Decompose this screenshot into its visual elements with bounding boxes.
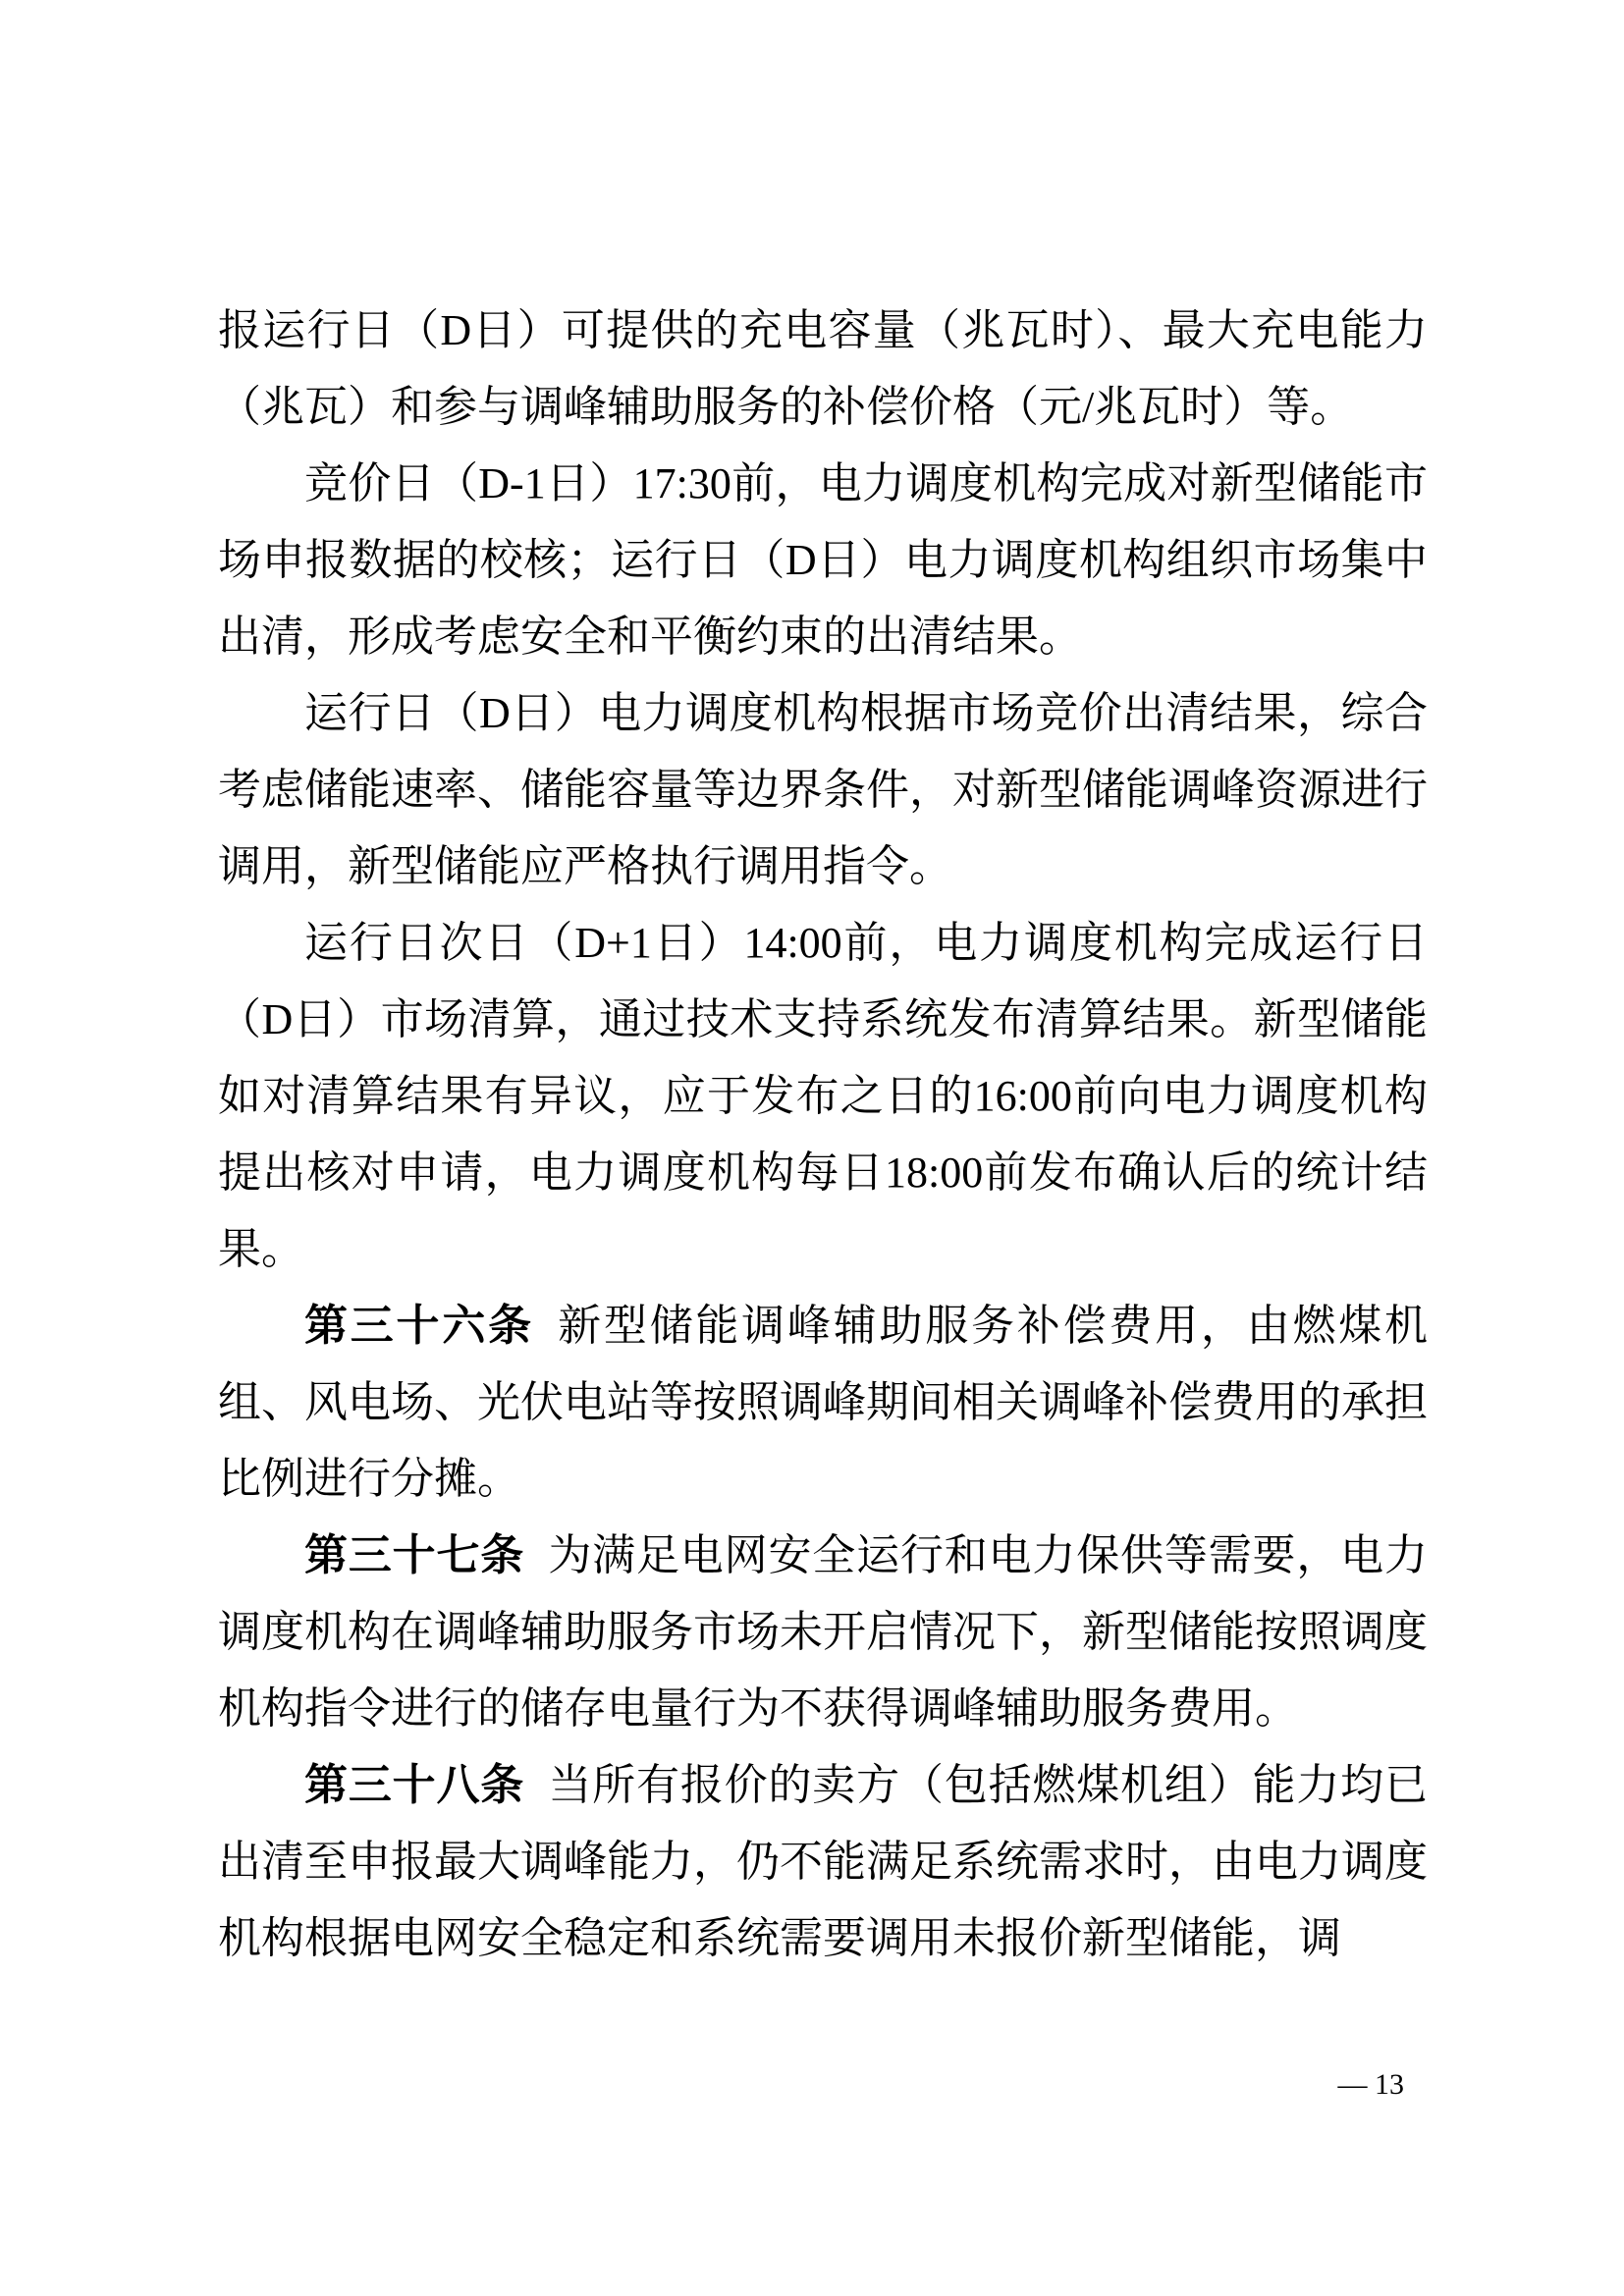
article-38-heading: 第三十八条 xyxy=(304,1761,525,1809)
document-body xyxy=(218,293,1428,1977)
paragraph-bidding-day: 竞价日（D-1日）17:30前，电力调度机构完成对新型储能市场申报数据的校核；运行日（D日）电力调度机构组织市场集中出清，形成考虑安全和平衡约束的出清结果。 xyxy=(218,459,1428,661)
paragraph-article-38 xyxy=(218,1747,1428,1977)
article-37-text: 为满足电网安全运行和电力保供等需要，电力调度机构在调峰辅助服务市场未开启情况下，新型储能按照调度机构指令进行的储存电量行为不获得调峰辅助服务费用。 xyxy=(218,1531,1429,1733)
paragraph-continuation: 报运行日（D日）可提供的充电容量（兆瓦时）、最大充电能力（兆瓦）和参与调峰辅助服务的补偿价格（元/兆瓦时）等。 xyxy=(218,306,1428,431)
paragraph-article-36 xyxy=(218,1288,1428,1518)
article-36-text: 新型储能调峰辅助服务补偿费用，由燃煤机组、风电场、光伏电站等按照调峰期间相关调峰补偿费用的承担比例进行分摊。 xyxy=(218,1302,1429,1503)
article-37-heading: 第三十七条 xyxy=(304,1531,525,1579)
page-number: — 13 xyxy=(1337,2068,1404,2101)
paragraph-article-37 xyxy=(218,1518,1428,1747)
paragraph-operation-day: 运行日（D日）电力调度机构根据市场竞价出清结果，综合考虑储能速率、储能容量等边界条件，对新型储能调峰资源进行调用，新型储能应严格执行调用指令。 xyxy=(218,689,1428,890)
article-36-heading: 第三十六条 xyxy=(304,1302,534,1350)
article-38-text: 当所有报价的卖方（包括燃煤机组）能力均已出清至申报最大调峰能力，仍不能满足系统需求时，由电力调度机构根据电网安全稳定和系统需要调用未报价新型储能，调 xyxy=(218,1761,1429,1962)
paragraph-settlement: 运行日次日（D+1日）14:00前，电力调度机构完成运行日（D日）市场清算，通过技术支持系统发布清算结果。新型储能如对清算结果有异议，应于发布之日的16:00前向电力调度机构提出核对申请，电力调度机构每日18:00前发布确认后的统计结果。 xyxy=(218,919,1428,1273)
